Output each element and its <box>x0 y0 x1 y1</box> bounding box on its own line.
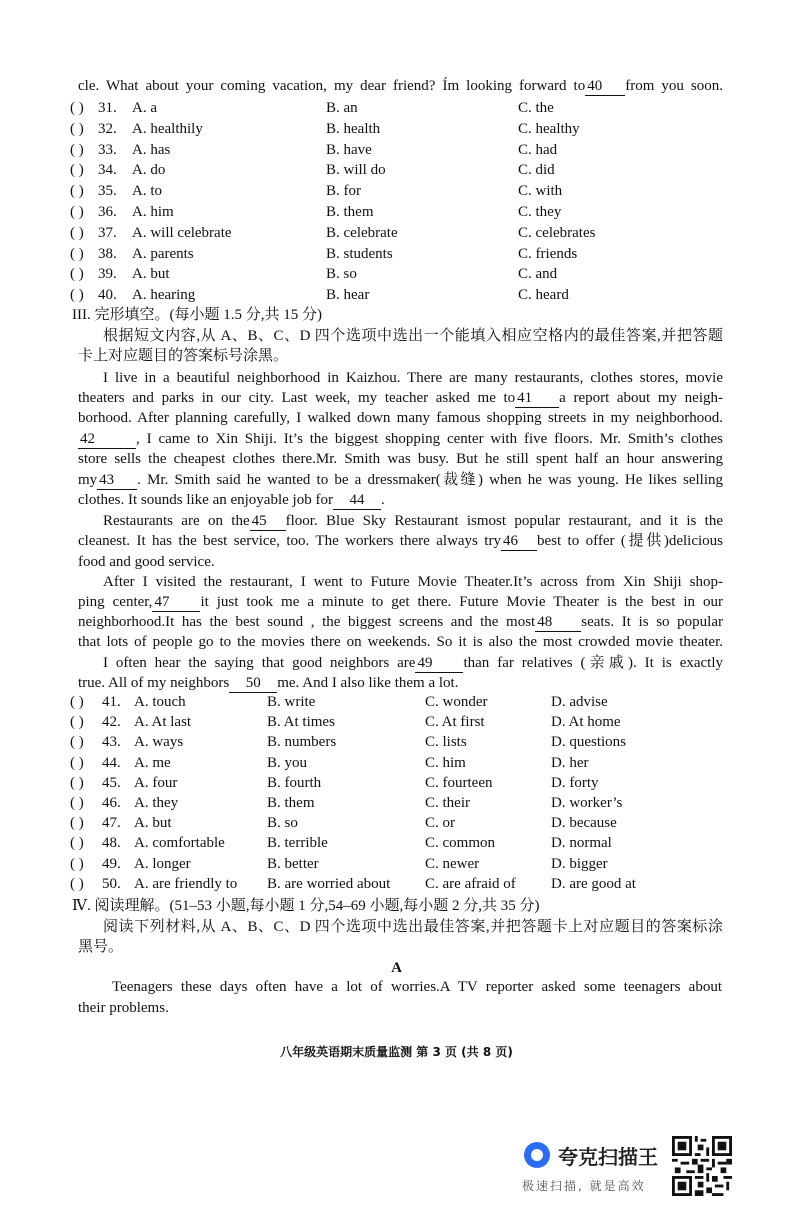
passage-line <box>78 388 723 408</box>
option-a: A. him <box>132 204 174 220</box>
option-b: B. numbers <box>267 734 337 751</box>
option-d: D. are good at <box>551 875 636 892</box>
text-run: than far relatives (亲戚). It is exactly <box>463 655 723 671</box>
answer-paren[interactable]: ( ) <box>70 204 84 220</box>
section3-title: III. 完形填空。(每小题 1.5 分,共 15 分) <box>72 307 322 323</box>
option-c: C. him <box>425 754 466 771</box>
answer-paren[interactable]: ( ) <box>70 855 84 872</box>
option-a: A. At last <box>134 714 192 731</box>
scanner-logo-icon <box>524 1142 550 1168</box>
option-b: B. them <box>267 795 315 811</box>
text-run: a report about my neigh- <box>559 390 723 406</box>
passage-line: their problems. <box>78 1000 169 1016</box>
blank-40: 40 <box>585 78 625 96</box>
text-run: best to offer (提供)delicious <box>536 533 723 549</box>
option-d: D. her <box>551 754 589 771</box>
answer-paren[interactable]: ( ) <box>70 774 84 791</box>
option-b: B. them <box>326 204 374 220</box>
option-d: D. advise <box>551 694 608 710</box>
option-a: A. parents <box>132 245 194 262</box>
option-a: A. comfortable <box>134 835 225 852</box>
question-number: 43. <box>102 734 121 751</box>
answer-paren[interactable]: ( ) <box>70 714 84 731</box>
question-number: 41. <box>102 694 121 710</box>
option-a: A. healthily <box>132 120 203 137</box>
option-b: B. students <box>326 245 393 262</box>
option-b: B. fourth <box>267 774 322 791</box>
answer-paren[interactable]: ( ) <box>70 183 84 200</box>
qr-code-icon <box>672 1136 732 1196</box>
question-number: 46. <box>102 795 121 811</box>
text-run: , I came to Xin Shiji. It’s the biggest shopping center with five floors. Mr. Smith’s clothes <box>136 431 723 447</box>
option-b: B. are worried about <box>267 875 391 892</box>
option-a: A. has <box>132 141 171 158</box>
question-number: 38. <box>98 245 117 262</box>
text-run: I often hear the saying that good neighbors are <box>103 655 416 671</box>
blank-44: 44 <box>333 492 381 510</box>
option-c: C. lists <box>425 734 467 751</box>
option-b: B. write <box>267 694 316 710</box>
answer-paren[interactable]: ( ) <box>70 795 84 811</box>
option-c: C. with <box>518 183 563 200</box>
answer-paren[interactable]: ( ) <box>70 266 84 283</box>
blank-42: 42 <box>78 431 136 449</box>
option-c: C. had <box>518 141 558 158</box>
question-number: 31. <box>98 100 117 116</box>
passage-line <box>78 470 723 490</box>
option-a: A. longer <box>134 855 191 872</box>
option-b: B. for <box>326 183 361 200</box>
option-a: A. four <box>134 774 178 791</box>
option-a: A. are friendly to <box>134 875 238 892</box>
option-a: A. ways <box>134 734 184 751</box>
question-number: 47. <box>102 815 121 832</box>
answer-paren[interactable]: ( ) <box>70 100 84 116</box>
option-c: C. healthy <box>518 120 580 137</box>
passage-line: After I visited the restaurant, I went to Future Movie Theater.It’s across from Xin Shiji shop- <box>103 574 723 590</box>
section4-instruction: 黑号。 <box>78 939 124 955</box>
option-d: D. forty <box>551 774 599 791</box>
option-c: C. fourteen <box>425 774 493 791</box>
blank-49: 49 <box>415 655 463 673</box>
option-c: C. and <box>518 266 558 283</box>
option-c: C. newer <box>425 855 480 872</box>
option-a: A. will celebrate <box>132 224 232 241</box>
option-c: C. friends <box>518 245 578 262</box>
passage-line: Teenagers these days often have a lot of worries.A TV reporter asked some teenagers about <box>112 979 722 995</box>
passage-line: food and good service. <box>78 554 215 570</box>
question-number: 42. <box>102 714 121 731</box>
page-footer: 八年级英语期末质量监测 第 3 页 (共 8 页) <box>280 1045 513 1059</box>
blank-45: 45 <box>250 513 286 531</box>
answer-paren[interactable]: ( ) <box>70 694 84 710</box>
answer-paren[interactable]: ( ) <box>70 815 84 832</box>
passage-line <box>103 511 723 531</box>
passage-line <box>78 76 723 96</box>
section3-instruction: 卡上对应题目的答案标号涂黑。 <box>78 348 289 364</box>
option-b: B. so <box>267 815 298 832</box>
option-a: A. do <box>132 162 166 179</box>
section3-instruction: 根据短文内容,从 A、B、C、D 四个选项中选出一个能填入相应空格内的最佳答案,并把答题 <box>103 328 723 344</box>
text-run: . Mr. Smith said he wanted to be a dressmaker(裁缝) when he was young. He likes selling <box>137 472 723 488</box>
scanner-watermark <box>520 1137 670 1197</box>
option-b: B. you <box>267 754 308 771</box>
option-c: C. or <box>425 815 455 832</box>
text-run: seats. It is so popular <box>581 614 724 630</box>
option-c: C. they <box>518 204 562 220</box>
answer-paren[interactable]: ( ) <box>70 875 84 892</box>
option-b: B. better <box>267 855 319 872</box>
question-number: 39. <box>98 266 117 283</box>
blank-41: 41 <box>515 390 559 408</box>
answer-paren[interactable]: ( ) <box>70 287 84 304</box>
text-run: true. All of my neighbors <box>78 675 230 691</box>
question-number: 37. <box>98 224 117 241</box>
text-run: from you soon. <box>625 78 723 94</box>
option-b: B. have <box>326 141 372 158</box>
text-run: neighborhood.It has the best sound , the biggest screens and the most <box>78 614 536 630</box>
passage-letter: A <box>391 960 402 976</box>
question-number: 40. <box>98 287 117 304</box>
option-a: A. but <box>134 815 172 832</box>
option-c: C. are afraid of <box>425 875 516 892</box>
text-run: ping center, <box>78 594 153 610</box>
answer-paren[interactable]: ( ) <box>70 162 84 179</box>
option-a: A. me <box>134 754 171 771</box>
passage-line <box>78 673 723 693</box>
option-c: C. celebrates <box>518 224 596 241</box>
text-run: clothes. It sounds like an enjoyable job for <box>78 492 333 508</box>
option-d: D. because <box>551 815 617 832</box>
option-d: D. normal <box>551 835 612 852</box>
option-b: B. At times <box>267 714 335 731</box>
blank-46: 46 <box>501 533 537 551</box>
option-d: D. worker’s <box>551 795 623 811</box>
passage-line: borhood. After planning carefully, I walked down many famous shopping streets in my neighborhood. <box>78 410 723 426</box>
option-a: A. but <box>132 266 170 283</box>
option-a: A. hearing <box>132 287 196 304</box>
question-number: 33. <box>98 141 117 158</box>
text-run: me. And I also like them a lot. <box>277 675 459 691</box>
text-run: cleanest. It has the best service, too. The workers there always try <box>78 533 501 549</box>
option-d: D. bigger <box>551 855 608 872</box>
option-c: C. wonder <box>425 694 488 710</box>
question-number: 44. <box>102 754 121 771</box>
option-b: B. an <box>326 100 358 116</box>
passage-line: store sells the cheapest clothes there.Mr. Smith was busy. But he still spent half an hour answering <box>78 451 723 467</box>
answer-paren[interactable]: ( ) <box>70 141 84 158</box>
answer-paren[interactable]: ( ) <box>70 734 84 751</box>
option-c: C. did <box>518 162 555 179</box>
option-c: C. their <box>425 795 470 811</box>
text-run: my <box>78 472 98 488</box>
answer-paren[interactable]: ( ) <box>70 245 84 262</box>
question-number: 49. <box>102 855 121 872</box>
option-c: C. the <box>518 100 554 116</box>
question-number: 34. <box>98 162 117 179</box>
question-number: 45. <box>102 774 121 791</box>
option-b: B. hear <box>326 287 370 304</box>
text-run: floor. Blue Sky Restaurant ismost popular restaurant, and it is the <box>285 513 723 529</box>
option-b: B. so <box>326 266 357 283</box>
blank-50: 50 <box>229 675 277 693</box>
section4-title: Ⅳ. 阅读理解。(51–53 小题,每小题 1 分,54–69 小题,每小题 2 分,共 35 分) <box>72 898 540 914</box>
text-run: theaters and parks in our city. Last week, my teacher asked me to <box>78 390 516 406</box>
text-run: cle. What about your coming vacation, my dear friend? Ím looking forward to <box>78 78 586 94</box>
text-run: Restaurants are on the <box>103 513 250 529</box>
answer-paren[interactable]: ( ) <box>70 120 84 137</box>
passage-line <box>78 429 723 449</box>
passage-line <box>78 531 723 551</box>
option-a: A. they <box>134 795 179 811</box>
option-b: B. will do <box>326 162 386 179</box>
answer-paren[interactable]: ( ) <box>70 835 84 852</box>
passage-line <box>78 612 723 632</box>
section4-instruction: 阅读下列材料,从 A、B、C、D 四个选项中选出最佳答案,并把答题卡上对应题目的答案标涂 <box>103 919 723 935</box>
option-a: A. touch <box>134 694 186 710</box>
question-number: 48. <box>102 835 121 852</box>
passage-line <box>78 592 723 612</box>
text-run: . <box>380 492 385 508</box>
option-c: C. At first <box>425 714 485 731</box>
answer-paren[interactable]: ( ) <box>70 224 84 241</box>
question-number: 32. <box>98 120 117 137</box>
option-a: A. a <box>132 100 157 116</box>
question-number: 35. <box>98 183 117 200</box>
option-b: B. celebrate <box>326 224 398 241</box>
answer-paren[interactable]: ( ) <box>70 754 84 771</box>
option-b: B. health <box>326 120 381 137</box>
blank-48: 48 <box>535 614 581 632</box>
blank-47: 47 <box>152 594 200 612</box>
option-d: D. At home <box>551 714 621 731</box>
option-a: A. to <box>132 183 162 200</box>
scanner-app-name: 夸克扫描王 <box>558 1145 658 1169</box>
passage-line <box>78 490 723 510</box>
blank-43: 43 <box>97 472 137 490</box>
passage-line: that lots of people go to the movies there on weekends. So it is also the most crowded movie theater. <box>78 634 723 650</box>
passage-line: I live in a beautiful neighborhood in Kaizhou. There are many restaurants, clothes stores, movie <box>103 370 723 386</box>
question-number: 50. <box>102 875 121 892</box>
passage-line <box>103 653 723 673</box>
option-c: C. common <box>425 835 495 852</box>
option-d: D. questions <box>551 734 626 751</box>
scanner-tagline: 极速扫描, 就是高效 <box>522 1179 646 1193</box>
text-run: it just took me a minute to get there. Future Movie Theater is the best in our <box>200 594 724 610</box>
question-number: 36. <box>98 204 117 220</box>
option-c: C. heard <box>518 287 569 304</box>
option-b: B. terrible <box>267 835 328 852</box>
